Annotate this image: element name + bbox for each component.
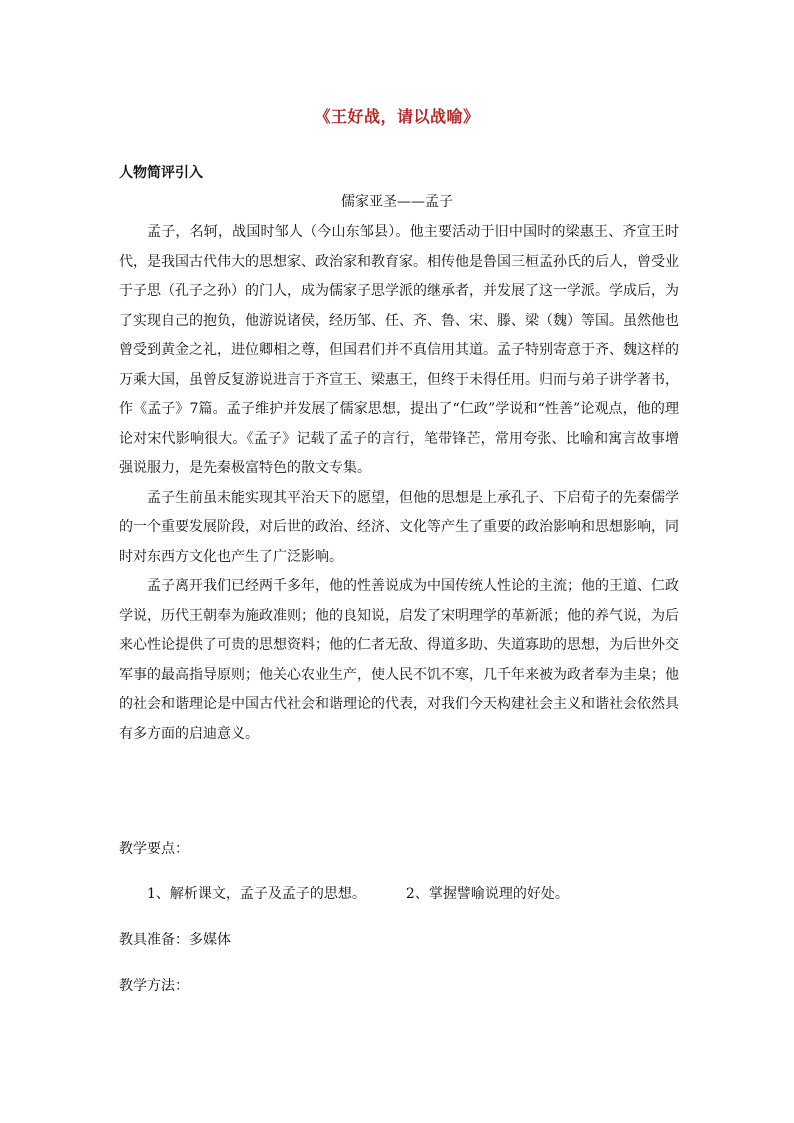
teaching-point: 1、解析课文，孟子及孟子的思想。 <box>147 886 366 902</box>
tools-label: 教具准备：多媒体 <box>119 932 231 948</box>
paragraph: 孟子离开我们已经两千多年，他的性善说成为中国传统人性论的主流；他的王道、仁政学说，历代王朝奉为施政准则；他的良知说，启发了宋明理学的革新派；他的养气说，为后来心性论提供了可贵的思想资料；他的仁者无敌、得道多助、失道寡助的思想，为后世外交军事的最高指导原则；他关心农业生产，使人民不饥不寒，几千年来被为政者奉为圭臬；他的社会和谐理论是中国古代社会和谐理论的代表，对我们今天构建社会主义和谐社会依然具有多方面的启迪意义。 <box>119 578 679 742</box>
paragraph: 孟子，名轲，战国时邹人（今山东邹县）。他主要活动于旧中国时的梁惠王、齐宣王时代，是我国古代伟大的思想家、政治家和教育家。相传他是鲁国三桓孟孙氏的后人，曾受业于子思（孔子之孙）的门人，成为儒家子思学派的继承者，并发展了这一学派。学成后，为了实现自己的抱负，他游说诸侯，经历邹、任、齐、鲁、宋、滕、梁（魏）等国。虽然他也曾受到黄金之礼，进位卿相之尊，但国君们并不真信用其道。孟子特别寄意于齐、魏这样的万乘大国，虽曾反复游说进言于齐宣王、梁惠王，但终于未得任用。归而与弟子讲学著书，作《孟子》7篇。孟子维护并发展了儒家思想，提出了“仁政”学说和“性善”论观点，他的理论对宋代影响很大。《孟子》记载了孟子的言行，笔带锋芒，常用夸张、比喻和寓言故事增强说服力，是先秦极富特色的散文专集。 <box>119 224 679 476</box>
body-text <box>119 218 679 749</box>
method-label: 教学方法： <box>119 978 189 994</box>
section-heading: 人物简评引入 <box>119 165 203 181</box>
teaching-points <box>147 883 569 903</box>
teaching-points-label: 教学要点： <box>119 841 189 857</box>
teaching-point: 2、掌握譬喻说理的好处。 <box>405 886 569 902</box>
subtitle: 儒家亚圣——孟子 <box>341 194 453 210</box>
document-title: 《王好战，请以战喻》 <box>314 107 480 126</box>
paragraph: 孟子生前虽未能实现其平治天下的愿望，但他的思想是上承孔子、下启荀子的先秦儒学的一个重要发展阶段，对后世的政治、经济、文化等产生了重要的政治影响和思想影响，同时对东西方文化也产生了广泛影响。 <box>119 489 679 565</box>
